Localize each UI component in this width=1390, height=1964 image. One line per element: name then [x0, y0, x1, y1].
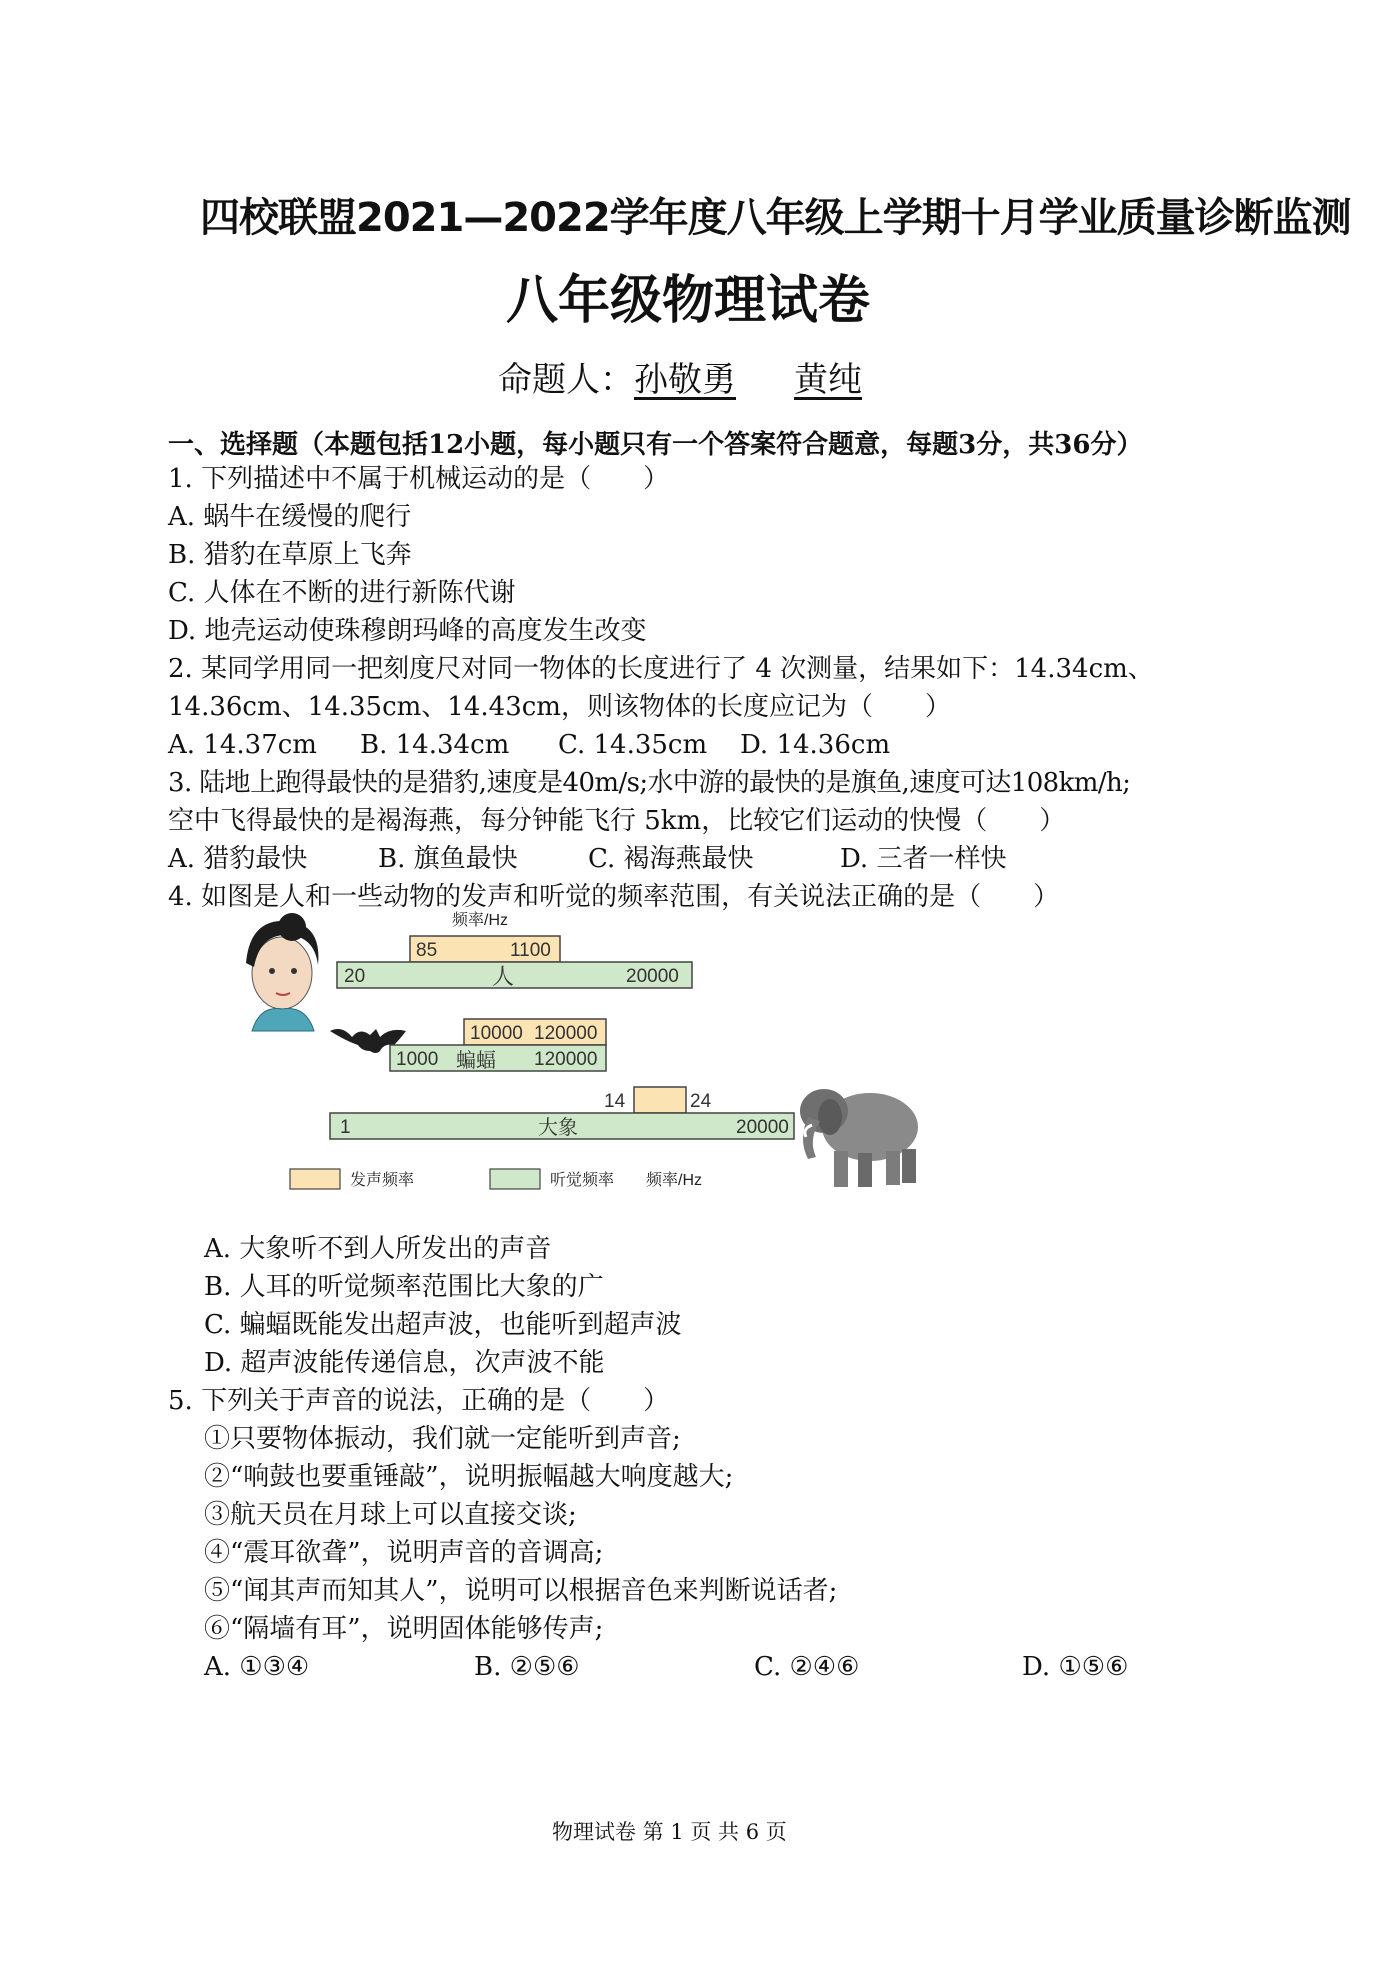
- human-emit-high: 1100: [510, 940, 551, 961]
- question-4-stem: 4. 如图是人和一些动物的发声和听觉的频率范围，有关说法正确的是（ ）: [168, 882, 1060, 912]
- question-5-statement-2: ②“响鼓也要重锤敲”，说明振幅越大响度越大;: [204, 1462, 734, 1492]
- bat-hear-high: 120000: [534, 1049, 598, 1070]
- question-5-stem: 5. 下列关于声音的说法，正确的是（ ）: [168, 1386, 670, 1416]
- question-1-stem: 1. 下列描述中不属于机械运动的是（ ）: [168, 464, 670, 494]
- question-5-statement-1: ①只要物体振动，我们就一定能听到声音;: [204, 1424, 681, 1454]
- question-2-option-c: C. 14.35cm: [558, 730, 708, 760]
- legend-hear-label: 听觉频率: [550, 1172, 615, 1189]
- question-2-stem-line1: 2. 某同学用同一把刻度尺对同一物体的长度进行了 4 次测量，结果如下：14.34cm、: [168, 654, 1154, 684]
- question-2-option-a: A. 14.37cm: [168, 730, 317, 760]
- question-5-statement-6: ⑥“隔墙有耳”，说明固体能够传声;: [204, 1614, 604, 1644]
- page-footer: 物理试卷 第 1 页 共 6 页: [552, 1820, 787, 1844]
- elephant-hear-high: 20000: [736, 1117, 789, 1138]
- elephant-label: 大象: [538, 1117, 578, 1139]
- elephant-emit-low: 14: [604, 1091, 626, 1112]
- exam-subject-title: 八年级物理试卷: [506, 271, 871, 331]
- question-2-option-d: D. 14.36cm: [740, 730, 891, 760]
- question-3-option-c: C. 褐海燕最快: [588, 844, 754, 874]
- question-1-option-d: D. 地壳运动使珠穆朗玛峰的高度发生改变: [168, 616, 647, 646]
- question-1-option-a: A. 蜗牛在缓慢的爬行: [168, 502, 412, 532]
- elephant-hear-low: 1: [340, 1117, 351, 1138]
- legend-emit-label: 发声频率: [350, 1172, 415, 1189]
- question-5-statement-3: ③航天员在月球上可以直接交谈;: [204, 1500, 577, 1530]
- bat-label: 蝙蝠: [456, 1050, 496, 1072]
- bat-emit-high: 120000: [534, 1023, 598, 1044]
- question-2-stem-line2: 14.36cm、14.35cm、14.43cm，则该物体的长度应记为（ ）: [168, 692, 951, 722]
- question-3-option-a: A. 猎豹最快: [168, 844, 308, 874]
- question-5-option-c: C. ②④⑥: [754, 1652, 860, 1682]
- question-1-option-b: B. 猎豹在草原上飞奔: [168, 540, 412, 570]
- human-hear-high: 20000: [626, 966, 679, 987]
- legend-emit-swatch: [290, 1169, 340, 1189]
- question-4-option-a: A. 大象听不到人所发出的声音: [204, 1234, 552, 1264]
- question-5-option-a: A. ①③④: [204, 1652, 310, 1682]
- legend-hear-swatch: [490, 1169, 540, 1189]
- question-3-stem-line2: 空中飞得最快的是褐海燕，每分钟能飞行 5km，比较它们运动的快慢（ ）: [168, 806, 1066, 836]
- human-portrait-icon: [246, 913, 318, 1031]
- question-5-option-d: D. ①⑤⑥: [1022, 1652, 1129, 1682]
- question-3-option-b: B. 旗鱼最快: [378, 844, 518, 874]
- question-3-option-d: D. 三者一样快: [840, 844, 1007, 874]
- question-4-option-d: D. 超声波能传递信息，次声波不能: [204, 1348, 605, 1378]
- authors-label: 命题人：: [498, 360, 634, 400]
- author-name-2: 黄纯: [794, 360, 862, 400]
- human-emit-low: 85: [416, 940, 438, 961]
- legend-unit-label: 频率/Hz: [646, 1172, 703, 1189]
- frequency-range-figure: [230, 905, 940, 1205]
- frequency-unit-label: 频率/Hz: [452, 912, 509, 929]
- human-hear-low: 20: [344, 966, 366, 987]
- section-heading: 一、选择题（本题包括12小题，每小题只有一个答案符合题意，每题3分，共36分）: [168, 430, 1143, 460]
- elephant-emit-high: 24: [690, 1091, 712, 1112]
- author-name-1: 孙敬勇: [634, 360, 736, 400]
- question-5-option-b: B. ②⑤⑥: [474, 1652, 580, 1682]
- question-1-option-c: C. 人体在不断的进行新陈代谢: [168, 578, 516, 608]
- question-4-option-c: C. 蝙蝠既能发出超声波，也能听到超声波: [204, 1310, 682, 1340]
- question-5-statement-5: ⑤“闻其声而知其人”，说明可以根据音色来判断说话者;: [204, 1576, 838, 1606]
- question-5-statement-4: ④“震耳欲聋”，说明声音的音调高;: [204, 1538, 604, 1568]
- exam-header-title: 四校联盟2021—2022学年度八年级上学期十月学业质量诊断监测: [200, 195, 1351, 241]
- human-label: 人: [492, 964, 515, 989]
- elephant-icon: [800, 1089, 918, 1187]
- bat-emit-low: 10000: [470, 1023, 523, 1044]
- authors-line: [498, 352, 862, 401]
- elephant-emit-bar: [634, 1087, 686, 1113]
- question-3-stem-line1: 3. 陆地上跑得最快的是猎豹,速度是40m/s;水中游的最快的是旗鱼,速度可达108km/h;: [168, 768, 1131, 798]
- question-2-option-b: B. 14.34cm: [360, 730, 510, 760]
- bat-hear-low: 1000: [396, 1049, 439, 1070]
- question-4-option-b: B. 人耳的听觉频率范围比大象的广: [204, 1272, 604, 1302]
